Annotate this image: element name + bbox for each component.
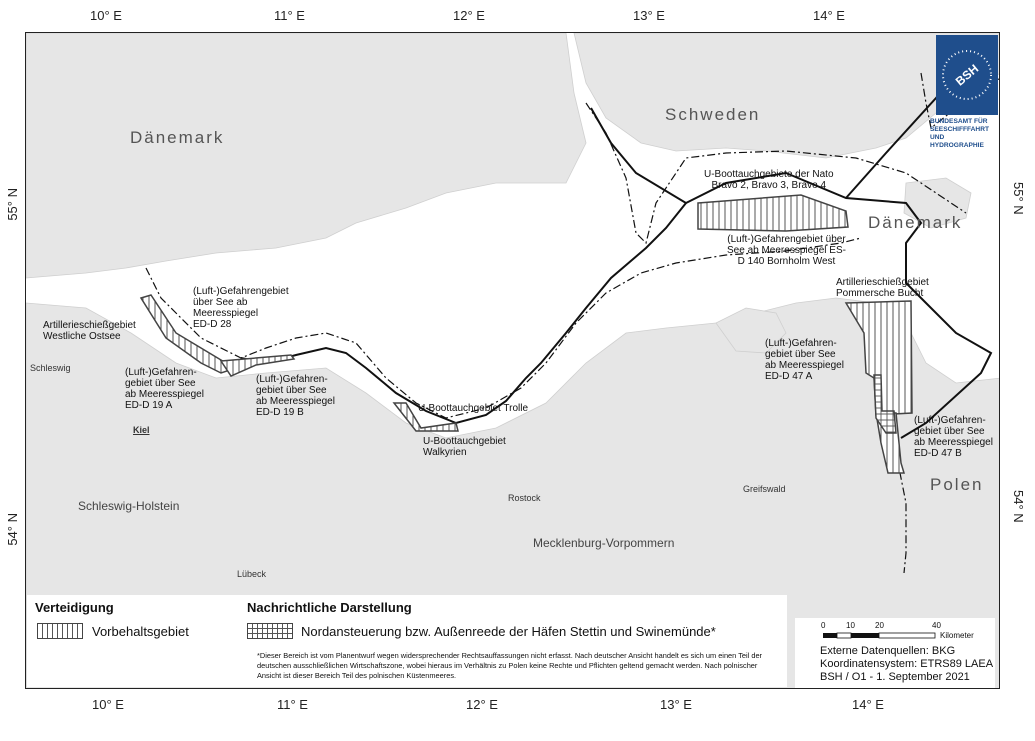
label-artillerie-west-line2: Westliche Ostsee xyxy=(43,331,121,342)
bsh-logo-abbr: BSH xyxy=(952,61,982,89)
label-pommersche-line2: Pommersche Bucht xyxy=(836,288,924,299)
label-ed-d-47b xyxy=(914,415,993,459)
label-ed-d-140-line1: (Luft-)Gefahrengebiet über xyxy=(727,234,846,245)
region-mecklenburg-vorpommern: Mecklenburg-Vorpommern xyxy=(533,536,675,550)
coord-left-54n: 54° N xyxy=(5,513,20,546)
legend-verteidigung-title: Verteidigung xyxy=(35,600,114,615)
area-nato xyxy=(698,195,848,231)
label-ed-d-47a-line4: ED-D 47 A xyxy=(765,371,813,382)
label-ed-d-47b-line4: ED-D 47 B xyxy=(914,448,962,459)
legend-swatch-nordansteuerung xyxy=(247,623,293,639)
legend-nordansteuerung-label: Nordansteuerung bzw. Außenreede der Häfen Stettin und Swinemünde* xyxy=(301,624,716,639)
label-ed-d-19b-line1: (Luft-)Gefahren- xyxy=(256,374,328,385)
coord-bottom-12e: 12° E xyxy=(466,697,498,712)
label-artillerie-west-line1: Artillerieschießgebiet xyxy=(43,320,136,331)
scale-tick-40: 40 xyxy=(932,621,941,630)
label-trolle: U-Boottauchgebiet Trolle xyxy=(418,403,529,414)
label-ed-d-19a-line1: (Luft-)Gefahren- xyxy=(125,367,197,378)
legend-swatch-vorbehalt xyxy=(37,623,83,639)
meta-bsh-date: BSH / O1 - 1. September 2021 xyxy=(820,671,970,683)
scale-tick-20: 20 xyxy=(875,621,884,630)
meta-koordinatensystem: Koordinatensystem: ETRS89 LAEA xyxy=(820,658,994,670)
coord-right-55n: 55° N xyxy=(1011,182,1026,215)
coord-top-13e: 13° E xyxy=(633,8,665,23)
label-ed-d-28-line2: über See ab xyxy=(193,297,248,308)
city-greifswald: Greifswald xyxy=(743,484,786,494)
bsh-logo-emblem xyxy=(936,35,998,115)
label-ed-d-47b-line1: (Luft-)Gefahren- xyxy=(914,415,986,426)
bsh-logo xyxy=(936,35,998,115)
coord-left-55n: 55° N xyxy=(5,188,20,221)
land-daenemark-west xyxy=(26,33,586,278)
label-ed-d-140-line2: See ab Meeresspiegel ES- xyxy=(727,245,846,256)
label-ed-d-140-line3: D 140 Bornholm West xyxy=(737,256,836,267)
label-ed-d-19a-line3: ab Meeresspiegel xyxy=(125,389,204,400)
label-ed-d-28-line4: ED-D 28 xyxy=(193,319,232,330)
coord-bottom-13e: 13° E xyxy=(660,697,692,712)
label-ed-d-47a-line2: gebiet über See xyxy=(765,349,836,360)
country-schweden: Schweden xyxy=(665,105,761,124)
label-walkyrien xyxy=(423,436,506,458)
label-ed-d-19b-line3: ab Meeresspiegel xyxy=(256,396,335,407)
coord-top-10e: 10° E xyxy=(90,8,122,23)
logo-line1: BUNDESAMT FÜR xyxy=(930,118,988,125)
legend xyxy=(27,595,787,687)
city-rostock: Rostock xyxy=(508,493,541,503)
scale-unit: Kilometer xyxy=(940,631,974,640)
label-pommersche-line1: Artillerieschießgebiet xyxy=(836,277,929,288)
label-ed-d-47a xyxy=(765,338,844,382)
meta-datenquellen: Externe Datenquellen: BKG xyxy=(820,645,956,657)
label-nato-line1: U-Boottauchgebiete der Nato xyxy=(704,169,834,180)
bsh-logo-text xyxy=(930,118,1005,150)
label-ed-d-47a-line3: ab Meeresspiegel xyxy=(765,360,844,371)
coord-top-11e: 11° E xyxy=(274,8,305,23)
label-ed-d-19b-line4: ED-D 19 B xyxy=(256,407,304,418)
coord-top-12e: 12° E xyxy=(453,8,485,23)
coord-bottom-14e: 14° E xyxy=(852,697,884,712)
label-artillerie-west xyxy=(43,320,136,342)
label-ed-d-140 xyxy=(727,234,846,267)
label-ed-d-19a-line4: ED-D 19 A xyxy=(125,400,173,411)
label-walkyrien-line1: U-Boottauchgebiet xyxy=(423,436,506,447)
logo-line3: UND xyxy=(930,134,945,141)
scale-tick-0: 0 xyxy=(821,621,826,630)
coord-bottom-11e: 11° E xyxy=(277,697,308,712)
country-polen: Polen xyxy=(930,475,984,494)
label-pommersche-bucht xyxy=(836,277,929,299)
city-luebeck: Lübeck xyxy=(237,569,267,579)
label-nato-line2: Bravo 2, Bravo 3, Bravo 4 xyxy=(711,180,827,191)
region-schleswig-holstein: Schleswig-Holstein xyxy=(78,499,180,513)
city-schleswig: Schleswig xyxy=(30,363,71,373)
label-walkyrien-line2: Walkyrien xyxy=(423,447,467,458)
legend-vorbehalt-label: Vorbehaltsgebiet xyxy=(92,624,189,639)
label-ed-d-28-line1: (Luft-)Gefahrengebiet xyxy=(193,286,289,297)
label-ed-d-47a-line1: (Luft-)Gefahren- xyxy=(765,338,837,349)
coord-bottom-10e: 10° E xyxy=(92,697,124,712)
label-ed-d-47b-line2: gebiet über See xyxy=(914,426,985,437)
label-nato xyxy=(704,169,834,191)
scale-tick-10: 10 xyxy=(846,621,855,630)
label-ed-d-19b-line2: gebiet über See xyxy=(256,385,327,396)
label-ed-d-19a xyxy=(125,367,204,411)
coord-top-14e: 14° E xyxy=(813,8,845,23)
label-ed-d-28 xyxy=(193,286,289,330)
country-daenemark-west: Dänemark xyxy=(130,128,225,147)
label-ed-d-19a-line2: gebiet über See xyxy=(125,378,196,389)
city-kiel: Kiel xyxy=(133,425,150,435)
coord-right-54n: 54° N xyxy=(1011,490,1026,523)
legend-footnote: *Dieser Bereich ist vom Planentwurf wegen widersprechender Rechtsauffassungen nicht erfasst. Nach deutscher Ansicht handelt es sich um einen Teil der deutschen ausschließlichen Wirtschaftszone, wobei hieraus im Verhältnis zu Polen keine Rechte und Pflichten geltend gemacht werden. Nach polnischer Ansicht ist dieser Bereich Teil des polnischen Küstenmeeres. xyxy=(257,651,763,680)
country-daenemark-east: Dänemark xyxy=(868,213,963,232)
logo-line4: HYDROGRAPHIE xyxy=(930,142,984,149)
label-ed-d-47b-line3: ab Meeresspiegel xyxy=(914,437,993,448)
logo-line2: SEESCHIFFFAHRT xyxy=(930,126,989,133)
label-ed-d-19b xyxy=(256,374,335,418)
legend-nachrichtlich-title: Nachrichtliche Darstellung xyxy=(247,600,412,615)
label-ed-d-28-line3: Meeresspiegel xyxy=(193,308,259,319)
